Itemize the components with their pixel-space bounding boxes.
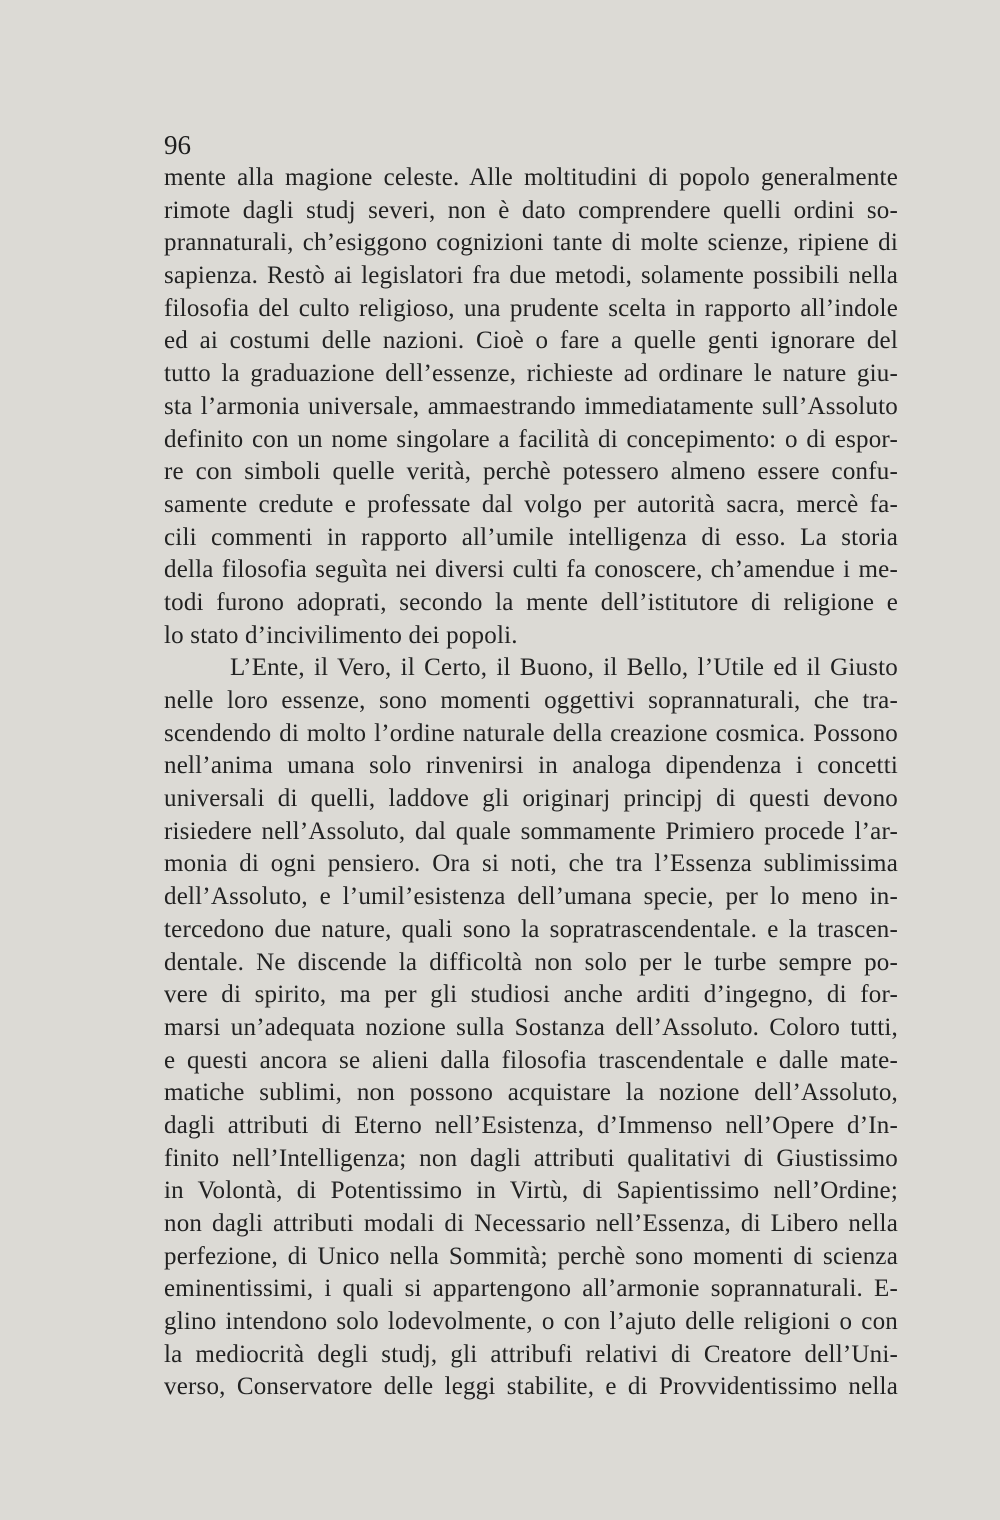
text-line: tercedono due nature, quali sono la sopratrascendentale. e la trascen- (164, 915, 898, 943)
text-line: re con simboli quelle verità, perchè potessero almeno essere confu- (164, 458, 898, 486)
text-line: matiche sublimi, non possono acquistare la nozione dell’Assoluto, (164, 1079, 898, 1107)
text-line: risiedere nell’Assoluto, dal quale sommamente Primiero procede l’ar- (164, 817, 898, 845)
text-line: marsi un’adequata nozione sulla Sostanza dell’Assoluto. Coloro tutti, (164, 1013, 898, 1041)
text-line: non dagli attributi modali di Necessario nell’Essenza, di Libero nella (164, 1210, 898, 1237)
text-line: prannaturali, ch’esiggono cognizioni tante di molte scienze, ripiene di (164, 229, 898, 257)
paragraph (164, 652, 898, 1404)
text-line: tutto la graduazione dell’essenze, richieste ad ordinare le nature giu- (164, 360, 898, 388)
text-line: scendendo di molto l’ordine naturale della creazione cosmica. Possono (164, 719, 898, 747)
text-line: rimote dagli studj severi, non è dato comprendere quelli ordini so- (164, 196, 898, 224)
text-line: e questi ancora se alieni dalla filosofia trascendentale e dalle mate- (164, 1046, 898, 1074)
text-line: monia di ogni pensiero. Ora si noti, che tra l’Essenza sublimissima (164, 850, 898, 878)
text-line: lo stato d’incivilimento dei popoli. (164, 621, 518, 649)
text-line: glino intendono solo lodevolmente, o con l’ajuto delle religioni o con (164, 1308, 898, 1336)
text-line: eminentissimi, i quali si appartengono all’armonie soprannaturali. E- (164, 1275, 898, 1303)
text-line: nell’anima umana solo rinvenirsi in analoga dipendenza i concetti (164, 752, 898, 780)
text-line: dell’Assoluto, e l’umil’esistenza dell’umana specie, per lo meno in- (164, 883, 898, 911)
text-line: todi furono adoprati, secondo la mente dell’istitutore di religione e (164, 588, 898, 616)
text-line: verso, Conservatore delle leggi stabilite, e di Provvidentissimo nella (164, 1373, 898, 1401)
text-line: la mediocrità degli studj, gli attribufi relativi di Creatore dell’Uni- (164, 1340, 898, 1368)
text-line: perfezione, di Unico nella Sommità; perchè sono momenti di scienza (164, 1242, 898, 1270)
paragraph (164, 162, 898, 652)
text-line: definito con un nome singolare a facilità di concepimento: o di espor- (164, 425, 898, 453)
text-line: sta l’armonia universale, ammaestrando immediatamente sull’Assoluto (164, 392, 898, 420)
text-line: sapienza. Restò ai legislatori fra due metodi, solamente possibili nella (164, 262, 898, 290)
text-line: nelle loro essenze, sono momenti oggettivi soprannaturali, che tra- (164, 687, 898, 714)
text-line: mente alla magione celeste. Alle moltitudini di popolo generalmente (164, 164, 898, 191)
text-line: dagli attributi di Eterno nell’Esistenza, d’Immenso nell’Opere d’In- (164, 1111, 898, 1139)
text-line: dentale. Ne discende la difficoltà non solo per le turbe sempre po- (164, 948, 898, 976)
text-line: della filosofia seguìta nei diversi culti fa conoscere, ch’amendue i me- (164, 556, 898, 584)
text-line: universali di quelli, laddove gli originarj principj di questi devono (164, 785, 898, 813)
text-line: L’Ente, il Vero, il Certo, il Buono, il Bello, l’Utile ed il Giusto (230, 654, 898, 682)
text-line: in Volontà, di Potentissimo in Virtù, di Sapientissimo nell’Ordine; (164, 1177, 898, 1205)
text-line: finito nell’Intelligenza; non dagli attributi qualitativi di Giustissimo (164, 1144, 898, 1172)
text-line: cili commenti in rapporto all’umile intelligenza di esso. La storia (164, 523, 898, 551)
text-line: ed ai costumi delle nazioni. Cioè o fare a quelle genti ignorare del (164, 327, 898, 355)
body-text (164, 162, 898, 1404)
text-line: filosofia del culto religioso, una prudente scelta in rapporto all’indole (164, 294, 898, 322)
page-number: 96 (164, 130, 191, 160)
text-line: vere di spirito, ma per gli studiosi anche arditi d’ingegno, di for- (164, 981, 898, 1009)
text-line: samente credute e professate dal volgo per autorità sacra, mercè fa- (164, 490, 898, 518)
